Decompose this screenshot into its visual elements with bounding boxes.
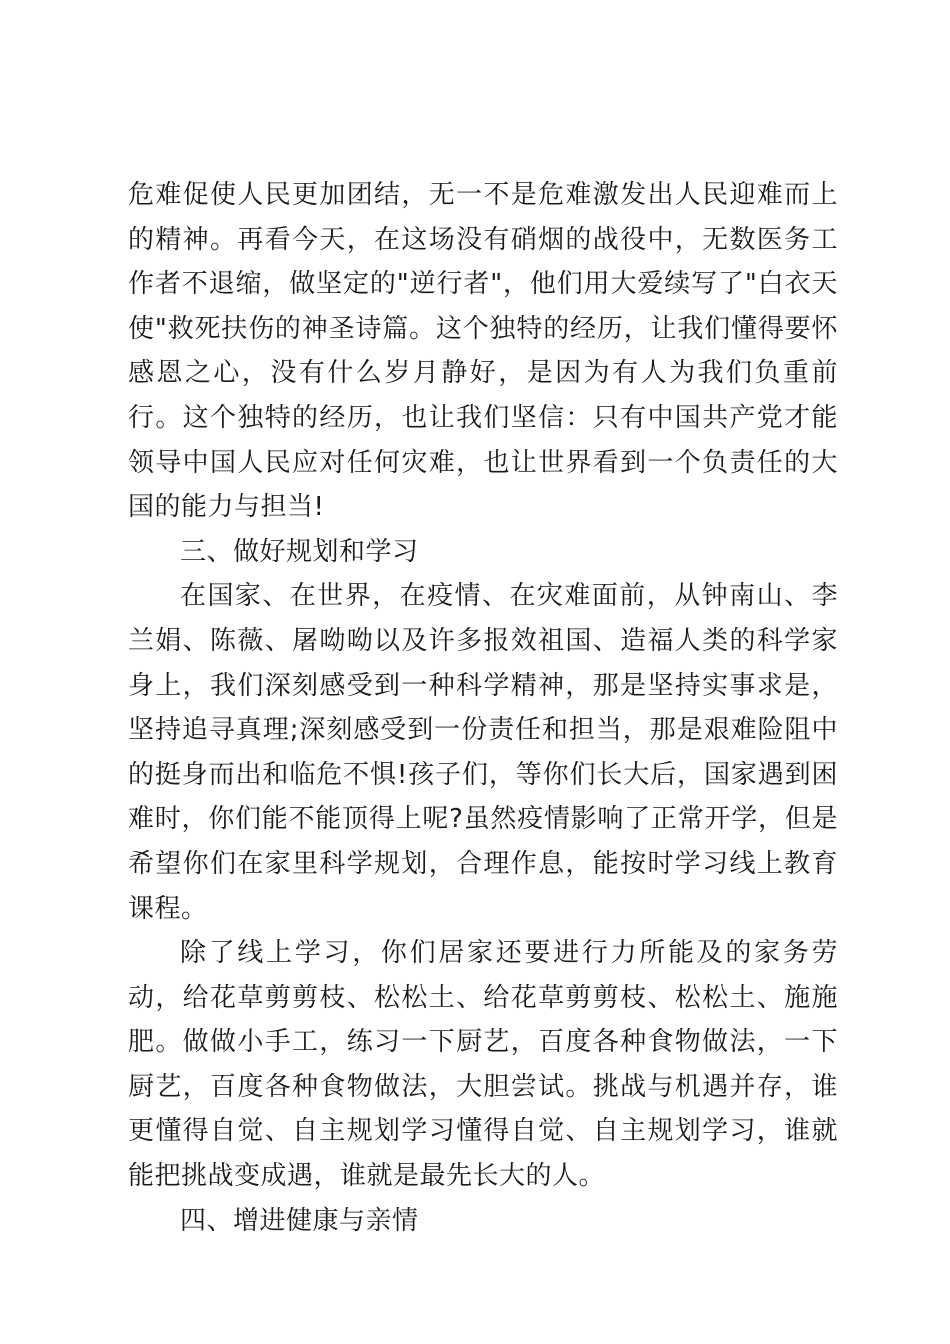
- section-heading-health: 四、增进健康与亲情: [180, 1205, 419, 1236]
- section-heading-planning: 三、做好规划和学习: [180, 536, 419, 567]
- document-body: [128, 173, 838, 1243]
- paragraph-housework: 除了线上学习，你们居家还要进行力所能及的家务劳动，给花草剪剪枝、松松土、给花草剪剪枝、松松土、施施肥。做做小手工，练习一下厨艺，百度各种食物做法，一下厨艺，百度各种食物做法，大胆尝试。挑战与机遇并存，谁更懂得自觉、自主规划学习懂得自觉、自主规划学习，谁就能把挑战变成遇，谁就是最先长大的人。: [128, 938, 838, 1192]
- paragraph-continuation: 危难促使人民更加团结，无一不是危难激发出人民迎难而上的精神。再看今天，在这场没有硝烟的战役中，无数医务工作者不退缩，做坚定的"逆行者"，他们用大爱续写了"白衣天使"救死扶伤的神圣诗篇。这个独特的经历，让我们懂得要怀感恩之心，没有什么岁月静好，是因为有人为我们负重前行。这个独特的经历，也让我们坚信：只有中国共产党才能领导中国人民应对任何灾难，也让世界看到一个负责任的大国的能力与担当!: [128, 180, 838, 523]
- paragraph-scientists: 在国家、在世界，在疫情、在灾难面前，从钟南山、李兰娟、陈薇、屠呦呦以及许多报效祖国、造福人类的科学家身上，我们深刻感受到一种科学精神，那是坚持实事求是，坚持追寻真理;深刻感受到一份责任和担当，那是艰难险阻中的挺身而出和临危不惧!孩子们，等你们长大后，国家遇到困难时，你们能不能顶得上呢?虽然疫情影响了正常开学，但是希望你们在家里科学规划，合理作息，能按时学习线上教育课程。: [128, 581, 838, 924]
